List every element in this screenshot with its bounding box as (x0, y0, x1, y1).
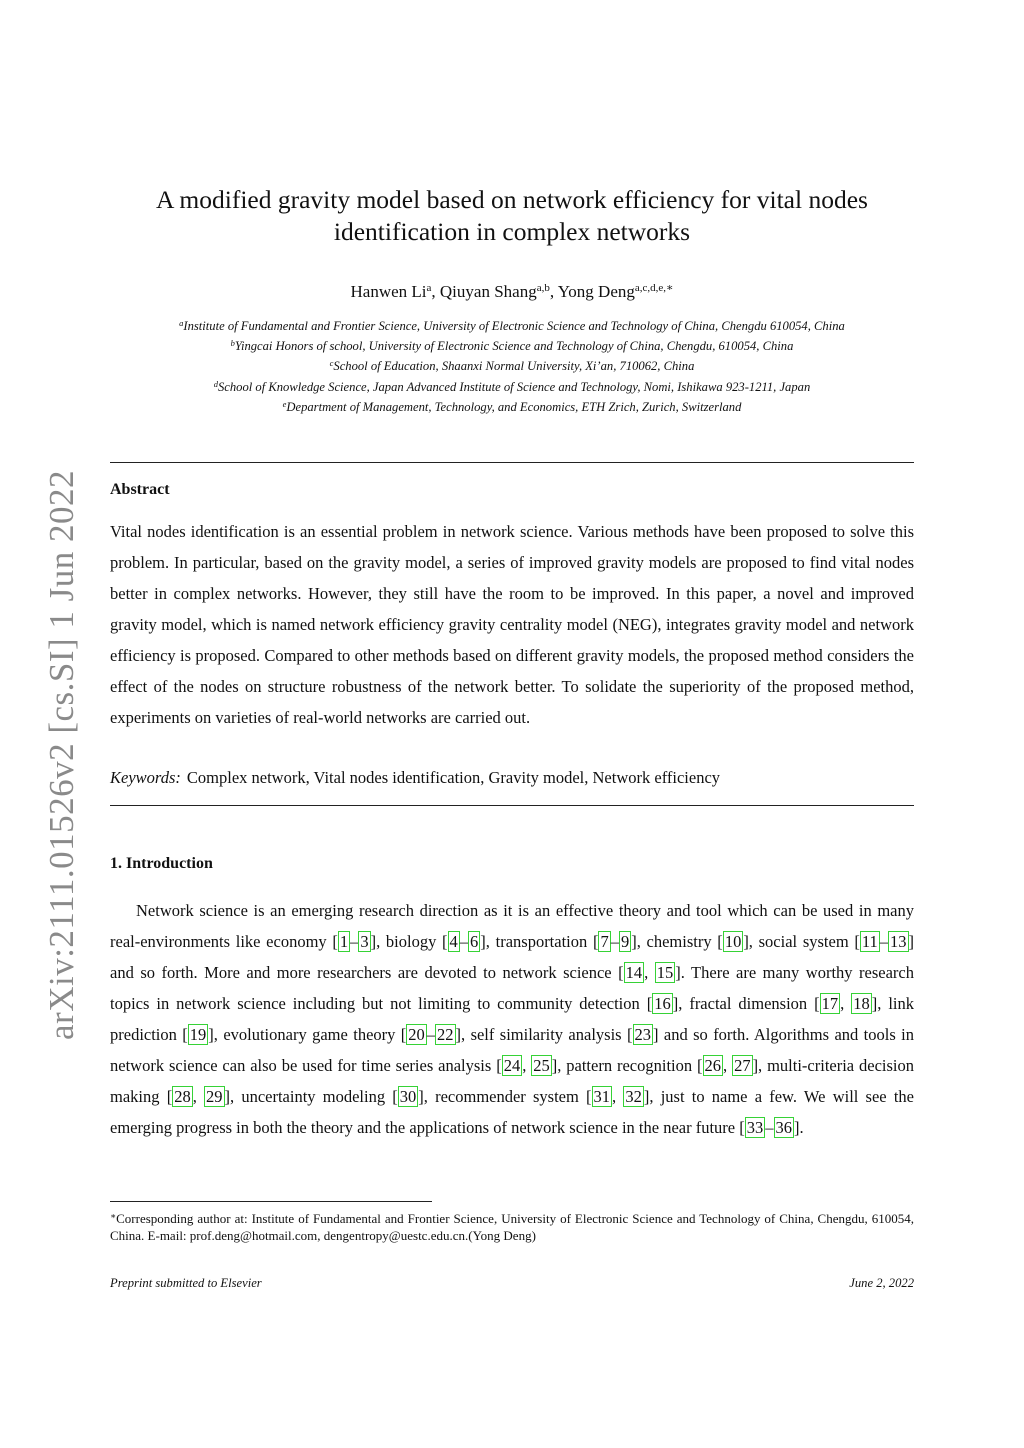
citation-link[interactable]: 6 (470, 932, 479, 951)
intro-text: ], transportation [ (480, 932, 599, 951)
intro-text: – (350, 932, 359, 951)
abstract-bottom-rule (110, 805, 914, 806)
affiliation-line: $^b$Yingcai Honors of school, University of Electronic Science and Technology of China, Chengdu, 610054, China (230, 338, 794, 354)
citation-link[interactable]: 24 (503, 1056, 521, 1075)
author-list: Hanwen Li$^a$, Qiuyan Shang$^{a,b}$, Yong Deng$^{a,c,d,e,∗}$ (350, 282, 674, 301)
author-name: Hanwen Li (350, 282, 427, 301)
citation-link[interactable]: 9 (620, 932, 630, 951)
intro-text: ] and so forth. Algorithms and tools in network science can also be used for time series analysis [ (110, 1025, 914, 1075)
intro-text: ], biology [ (370, 932, 448, 951)
citation-link[interactable]: 28 (174, 1087, 191, 1106)
intro-text: , (612, 1087, 624, 1106)
affiliation-list (110, 315, 914, 416)
citation-link[interactable]: 19 (189, 1025, 207, 1044)
intro-text: , (840, 994, 852, 1013)
author-affiliation-marker: a,b (536, 282, 550, 294)
intro-text: , (192, 1087, 205, 1106)
citation-link[interactable]: 1 (339, 932, 349, 951)
citation-link[interactable]: 26 (704, 1056, 722, 1075)
abstract-body: Vital nodes identification is an essential problem in network science. Various methods have been proposed to solve this problem. In particular, based on the gravity model, a series of improved gravity models are proposed to find vital nodes better in complex networks. However, they still have the room to be improved. In this paper, a novel and improved gravity model, which is named network efficiency gravity centrality model (NEG), integrates gravity model and network efficiency is proposed. Compared to other methods based on different gravity models, the proposed method considers the effect of the nodes on structure robustness of the network better. To solidate the superiority of the proposed method, experiments on varieties of real-world networks are carried out. (110, 522, 914, 727)
affiliation-line: $^a$Institute of Fundamental and Frontier Science, University of Electronic Science and Technology of China, Chengdu 610054, China (179, 318, 845, 333)
intro-text: ], evolutionary game theory [ (208, 1025, 407, 1044)
affiliation-line: $^e$Department of Management, Technology, and Economics, ETH Zrich, Zurich, Switzerland (282, 398, 742, 414)
citation-link[interactable]: 3 (360, 932, 369, 951)
citation-link[interactable]: 32 (625, 1087, 642, 1106)
citation-link[interactable]: 20 (408, 1025, 425, 1044)
citation-link[interactable]: 23 (634, 1025, 651, 1044)
affiliation-line: $^c$School of Education, Shaanxi Normal University, Xi’an, 710062, China (329, 358, 695, 374)
citation-link[interactable]: 14 (625, 963, 643, 982)
introduction-paragraph (110, 895, 914, 1143)
keywords-text: Complex network, Vital nodes identification, Gravity model, Network efficiency (186, 768, 721, 787)
keywords-label: Keywords: (110, 768, 181, 787)
footnote-rule (110, 1201, 432, 1202)
intro-text: ], social system [ (743, 932, 860, 951)
citation-link[interactable]: 29 (206, 1087, 223, 1106)
intro-text: ]. There are many worthy research topics in network science including but not limiting to community detection [ (110, 963, 914, 1013)
footer-preprint-note: Preprint submitted to Elsevier (110, 1276, 262, 1290)
citation-link[interactable]: 10 (724, 932, 742, 951)
title-line-2: identification in complex networks (333, 217, 691, 246)
citation-link[interactable]: 16 (654, 994, 671, 1013)
author-name: Yong Deng (557, 282, 635, 301)
citation-link[interactable]: 4 (449, 932, 458, 951)
title-line-1: A modified gravity model based on network efficiency for vital nodes (156, 185, 868, 214)
citation-link[interactable]: 27 (734, 1056, 751, 1075)
citation-link[interactable]: 7 (600, 932, 609, 951)
intro-text: ]. (794, 1118, 804, 1137)
intro-text: ], link prediction [ (110, 994, 914, 1044)
footnote-text: Corresponding author at: Institute of Fundamental and Frontier Science, University of Electronic Science and Technology of China, Chengdu, 610054, China. E-mail: prof.deng@hotmail.com, dengentropy@uestc.edu.cn.(Yong Deng) (110, 1211, 914, 1243)
citation-link[interactable]: 22 (437, 1025, 454, 1044)
footer-date: June 2, 2022 (849, 1276, 914, 1290)
section-heading-introduction: 1. Introduction (110, 855, 213, 872)
affiliation-line: $^d$School of Knowledge Science, Japan Advanced Institute of Science and Technology, Nomi, Ishikawa 923-1211, Japan (213, 378, 811, 394)
intro-text: – (879, 932, 888, 951)
intro-text: ], chemistry [ (631, 932, 723, 951)
intro-text: ], pattern recognition [ (551, 1056, 703, 1075)
intro-text: – (459, 932, 469, 951)
citation-link[interactable]: 17 (821, 994, 839, 1013)
author-affiliation-marker: a (426, 282, 432, 294)
intro-text: , (723, 1056, 733, 1075)
citation-link[interactable]: 13 (890, 932, 907, 951)
intro-text: ], uncertainty modeling [ (224, 1087, 398, 1106)
footnote-marker: ∗ (110, 1211, 117, 1221)
intro-text: ], self similarity analysis [ (455, 1025, 633, 1044)
intro-text: ], fractal dimension [ (672, 994, 820, 1013)
corresponding-author-footnote (110, 1208, 914, 1244)
abstract-top-rule (110, 462, 914, 463)
citation-link[interactable]: 33 (746, 1118, 764, 1137)
intro-text: , (644, 963, 655, 982)
intro-text: ], multi-criteria decision making [ (110, 1056, 915, 1106)
intro-text: – (426, 1025, 436, 1044)
keywords-line (110, 762, 914, 793)
citation-link[interactable]: 18 (853, 994, 870, 1013)
intro-text: ], recommender system [ (418, 1087, 592, 1106)
intro-text: – (765, 1118, 774, 1137)
paper-title (110, 184, 914, 248)
citation-link[interactable]: 31 (593, 1087, 611, 1106)
arxiv-stamp: arXiv:2111.01526v2 [cs.SI] 1 Jun 2022 (42, 469, 81, 1040)
intro-text: ], just to name a few. We will see the emerging progress in both the theory and the applications of network science in the near future [ (110, 1087, 914, 1137)
citation-link[interactable]: 15 (656, 963, 674, 982)
intro-text: Network science is an emerging research direction as it is an effective theory and tool which can be used in many real-environments like economy [ (110, 901, 914, 951)
abstract-heading: Abstract (110, 481, 170, 498)
citation-link[interactable]: 30 (399, 1087, 417, 1106)
author-name: Qiuyan Shang (439, 282, 537, 301)
intro-text: – (610, 932, 619, 951)
citation-link[interactable]: 25 (533, 1056, 550, 1075)
citation-link[interactable]: 11 (861, 932, 878, 951)
intro-text: , (522, 1056, 532, 1075)
intro-text: ] and so forth. More and more researchers are devoted to network science [ (110, 932, 914, 982)
author-affiliation-marker: a,c,d,e,∗ (634, 282, 674, 294)
citation-link[interactable]: 36 (775, 1118, 792, 1137)
